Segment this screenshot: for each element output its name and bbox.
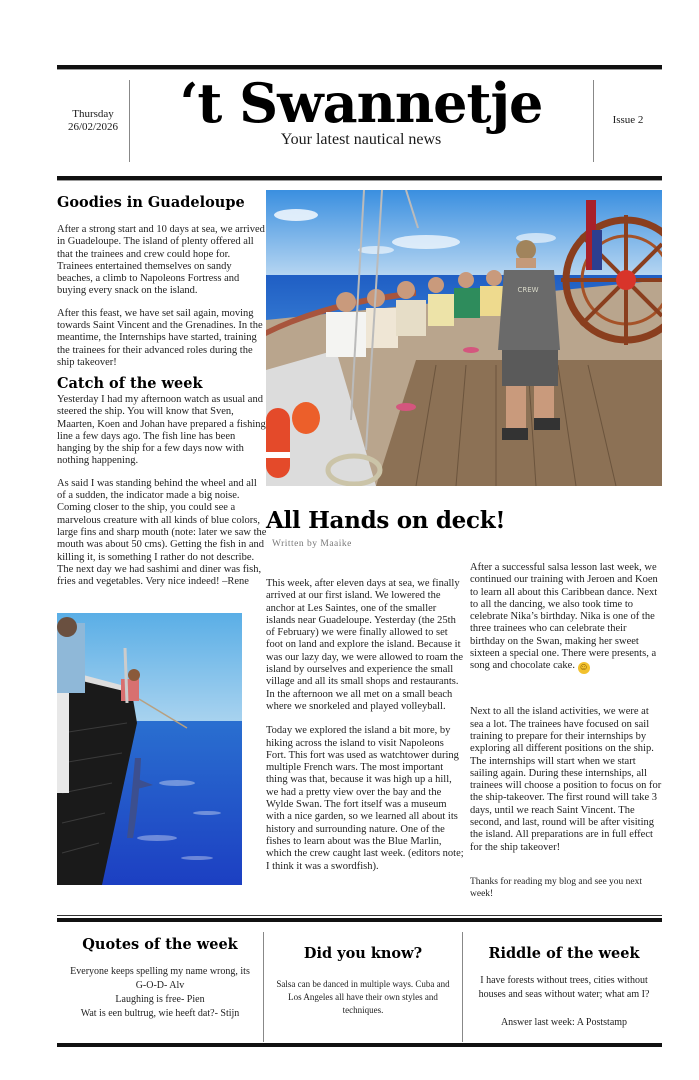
masthead-day: Thursday xyxy=(72,108,114,120)
issue-number: Issue 2 xyxy=(612,114,644,126)
quotes-section xyxy=(57,930,263,1021)
footer-divider-right xyxy=(462,932,463,1042)
footer-top-thin-rule xyxy=(57,915,662,916)
did-you-know-text: Salsa can be danced in multiple ways. Cuba and Los Angeles all have their own styles and techniques. xyxy=(276,979,450,1015)
feature-column-2 xyxy=(470,562,664,910)
goodies-heading: Goodies in Guadeloupe xyxy=(57,194,245,211)
feature-paragraph: This week, after eleven days at sea, we finally arrived at our first island. We lowered the anchor at Les Saintes, one of the smaller islands near Guadeloupe. Yesterday (the 25th of February) we were finally allowed to set foot on land and explore the island. Because it was our lazy day, we were allowed to roam the island by ourselves and experience the small village and all its small shops and restaurants. In the afternoon we all met on a small beach where we snorkeled and played volleyball. xyxy=(266,578,463,712)
feature-byline: Written by Maaike xyxy=(272,539,352,549)
did-you-know-heading: Did you know? xyxy=(303,945,423,962)
footer-bottom-rule xyxy=(57,1043,662,1047)
catch-heading: Catch of the week xyxy=(57,375,203,392)
quotes-heading: Quotes of the week xyxy=(82,936,238,953)
crew-shirt-label: CREW xyxy=(517,286,539,294)
masthead-top-rule xyxy=(57,65,662,69)
masthead-date xyxy=(57,108,129,134)
feature-paragraph: Next to all the island activities, we were at sea a lot. The trainees have focused on sail training to prepare for their internships by exploring all different positions on the ship. The internships will start when we start sailing again. During these internships, all trainees will choose a position to focus on for the ship-takeover. The first round will take 3 days, until we reach Saint Vincent. The second, and last, round will be after visiting the island. All preparations are in full effect for the ship takeover! xyxy=(470,706,662,853)
quote-line: G-O-D- Alv xyxy=(135,980,185,991)
newspaper-title: ‘t Swannetje xyxy=(179,71,543,135)
catch-paragraph: Yesterday I had my afternoon watch as usual and steered the ship. You will know that Sven, Maarten, Koen and Johan have prepared a fishing line a few days ago. The fish line has been hanging by the ship for a few days now with nothing happening. xyxy=(57,394,266,467)
footer-top-rule xyxy=(57,918,662,922)
goodies-paragraph: After this feast, we have set sail again, moving towards Saint Vincent and the Grenadines. In the meantime, the Internships have started, training the trainees for their advanced roles during the ship takeover! xyxy=(57,307,263,368)
marlin-photo xyxy=(57,613,242,885)
riddle-question: I have forests without trees, cities without houses and seas without water; what am I? xyxy=(478,975,650,1000)
masthead-bottom-rule xyxy=(57,176,662,180)
feature-heading: All Hands on deck! xyxy=(266,507,506,534)
goodies-article xyxy=(57,224,267,379)
marlin-photo-image xyxy=(57,613,242,885)
deck-photo-image xyxy=(266,190,662,486)
feature-paragraph: Today we explored the island a bit more, by hiking across the island to visit Napoleons Fort. This fort was used as watchtower during multiple French wars. The most important thing was that, because it was high up a hill, we had a pretty view over the bay and the Wylde Swan. The fort itself was a museum with a nice garden, so we learned all about its history and surrounding nature. One of the fishes to learn about was the Blue Marlin, which the crew caught last week. (editors note; I think it was a swordfish). xyxy=(266,725,464,872)
quote-line: Everyone keeps spelling my name wrong, its xyxy=(70,966,250,977)
catch-article xyxy=(57,394,267,598)
deck-photo xyxy=(266,190,662,486)
footer-divider-left xyxy=(263,932,264,1042)
newspaper-tagline: Your latest nautical news xyxy=(280,131,442,148)
riddle-heading: Riddle of the week xyxy=(488,945,640,962)
masthead-date-value: 26/02/2026 xyxy=(67,121,119,133)
catch-paragraph: As said I was standing behind the wheel and all of a sudden, the indicator made a big noise. Coming closer to the ship, you could see a marvelous creature with all kinds of blue colors, large fins and sharp mouth (note: later we saw the mouth was about 50 cms). Getting the fish in and killing it, is something I rather do not describe. The next day we had sashimi and diner was fish, fries and vegetables. Very nice indeed! –Rene xyxy=(57,477,267,588)
riddle-section xyxy=(466,930,662,1030)
feature-closing: Thanks for reading my blog and see you next week! xyxy=(470,876,643,899)
feature-paragraph: After a successful salsa lesson last week, we continued our training with Jeroen and Koen to learn all about this Caribbean dance. Next to all the dancing, we also took time to celebrate Nika’s birthday. Nika is one of the three trainees who can celebrate their birthday on the Swan, making her sweet sixteen a special one. There were presents, a song and chocolate cake. xyxy=(470,562,658,672)
did-you-know-section xyxy=(268,930,458,1017)
goodies-paragraph: After a strong start and 10 days at sea, we arrived in Guadeloupe. The island of plenty offered all that the trainees and crew could hope for. Trainees entertained themselves on sandy beaches, a climb to Napoleons Fortress and buying every snack on the island. xyxy=(57,224,265,297)
riddle-answer: Answer last week: A Poststamp xyxy=(500,1017,628,1028)
quote-line: Laughing is free- Pien xyxy=(115,994,205,1005)
quote-line: Wat is een bultrug, wie heeft dat?- Stijn xyxy=(80,1008,240,1019)
smiley-emoji-icon: ☺ xyxy=(578,662,589,674)
feature-column-1 xyxy=(266,578,466,883)
